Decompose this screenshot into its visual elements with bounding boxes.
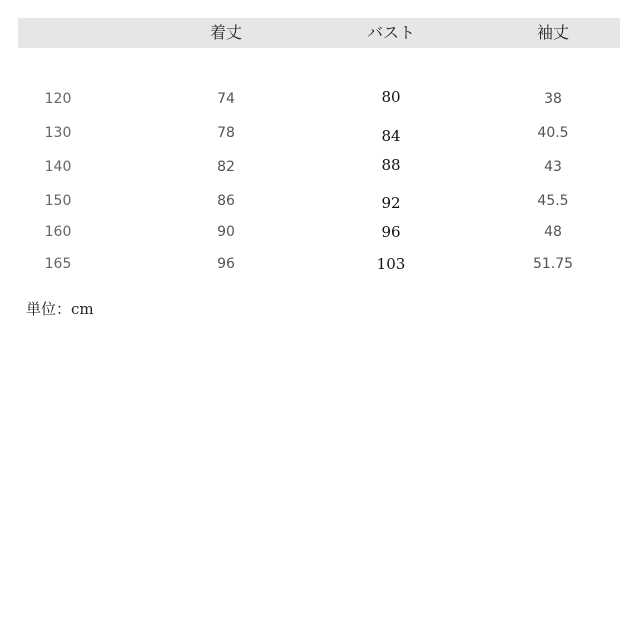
- length-cell: 82: [217, 159, 235, 175]
- sleeve-cell: 38: [544, 91, 562, 107]
- sleeve-cell: 45.5: [537, 193, 569, 209]
- size-cell: 130: [44, 125, 72, 141]
- length-cell: 74: [217, 91, 235, 107]
- table-row: [0, 216, 640, 249]
- bust-cell: 92: [381, 194, 401, 212]
- sleeve-cell: 51.75: [532, 256, 574, 272]
- header-bust: バスト: [366, 23, 416, 42]
- size-cell: 140: [44, 159, 72, 175]
- sleeve-cell: 48: [544, 224, 562, 240]
- bust-cell: 88: [381, 156, 401, 174]
- length-cell: 78: [217, 125, 235, 141]
- header-sleeve: 袖丈: [536, 23, 570, 42]
- sleeve-cell: 40.5: [537, 125, 569, 141]
- bust-cell: 96: [381, 223, 401, 241]
- table-row: [0, 185, 640, 218]
- length-cell: 96: [217, 256, 235, 272]
- table-row: [0, 83, 640, 116]
- length-cell: 90: [217, 224, 235, 240]
- table-row: [0, 151, 640, 184]
- bust-cell: 103: [376, 255, 406, 273]
- bust-cell: 80: [381, 88, 401, 106]
- size-cell: 165: [44, 256, 72, 272]
- table-row: [0, 248, 640, 281]
- table-header: [18, 18, 620, 48]
- sleeve-cell: 43: [544, 159, 562, 175]
- header-length: 着丈: [209, 23, 243, 42]
- bust-cell: 84: [381, 127, 401, 145]
- table-row: [0, 117, 640, 150]
- size-cell: 150: [44, 193, 72, 209]
- size-cell: 120: [44, 91, 72, 107]
- size-cell: 160: [44, 224, 72, 240]
- unit-note: 単位：cm: [26, 300, 94, 318]
- length-cell: 86: [217, 193, 235, 209]
